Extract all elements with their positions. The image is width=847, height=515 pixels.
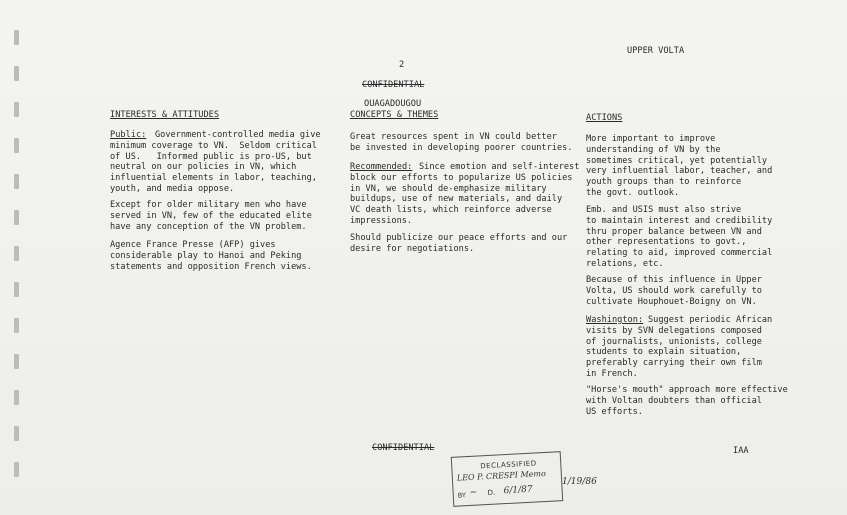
concepts-p2-line: buildups, use of new materials, and daily	[350, 194, 563, 205]
label-washington: Washington:	[586, 315, 644, 325]
label-recommended: Recommended:	[350, 162, 413, 172]
actions-p1-line: very influential labor, teacher, and	[586, 166, 773, 177]
stamp-memo-date: 1/19/86	[562, 477, 597, 487]
actions-p1-line: the govt. outlook.	[586, 188, 680, 198]
actions-p2-line: to maintain interest and credibility	[586, 215, 773, 226]
interests-p1-line: youth, and media oppose.	[110, 184, 235, 194]
actions-p1-line: More important to improve	[586, 134, 716, 144]
classification-top: CONFIDENTIAL	[362, 80, 425, 90]
actions-p4-line: Suggest periodic African	[648, 315, 773, 325]
actions-p3-line: Volta, US should work carefully to	[586, 285, 762, 296]
actions-p5-line: with Voltan doubters than official	[586, 395, 762, 406]
punch-hole	[14, 390, 19, 405]
actions-p2-line: Emb. and USIS must also strive	[586, 205, 742, 215]
actions-p2-line: relations, etc.	[586, 259, 664, 269]
concepts-p2-line: impressions.	[350, 216, 413, 226]
interests-p3-line: statements and opposition French views.	[110, 261, 312, 272]
page-number: 2	[399, 60, 405, 70]
concepts-p3-line: Should publicize our peace efforts and our	[350, 233, 568, 243]
punch-hole	[14, 210, 19, 225]
actions-p1-line: understanding of VN by the	[586, 144, 721, 155]
heading-interests: INTERESTS & ATTITUDES	[110, 110, 220, 120]
concepts-p2-line: Since emotion and self-interest	[419, 162, 580, 172]
actions-p2-line: other representations to govt.,	[586, 237, 747, 248]
declassification-stamp	[451, 451, 563, 507]
concepts-p2-line: VC death lists, which reinforce adverse	[350, 205, 552, 216]
concepts-p2-line: in VN, we should de-emphasize military	[350, 183, 547, 194]
actions-p5-line: US efforts.	[586, 406, 643, 417]
actions-p3-line: cultivate Houphouet-Boigny on VN.	[586, 296, 757, 307]
actions-p4-line: visits by SVN delegations composed	[586, 325, 762, 336]
punch-hole	[14, 354, 19, 369]
actions-p4-line: preferably carrying their own film	[586, 358, 762, 369]
actions-p4-line: in French.	[586, 369, 638, 379]
interests-p1-line: of US. Informed public is pro-US, but	[110, 151, 312, 162]
actions-p5-line: "Horse's mouth" approach more effective	[586, 385, 788, 395]
interests-p2-line: have any conception of the VN problem.	[110, 221, 307, 232]
actions-p4-line: of journalists, unionists, college	[586, 336, 762, 347]
interests-p1-line: influential elements in labor, teaching,	[110, 173, 317, 184]
stamp-date: 6/1/87	[503, 484, 533, 497]
document-code: IAA	[733, 446, 749, 456]
stamp-initials: D.	[487, 488, 496, 498]
interests-p2-line: Except for older military men who have	[110, 200, 307, 210]
post-name: OUAGADOUGOU	[364, 99, 422, 109]
interests-p1-line: Government-controlled media give	[155, 130, 321, 140]
country-heading: UPPER VOLTA	[627, 46, 685, 56]
actions-p3-line: Because of this influence in Upper	[586, 275, 762, 285]
punch-hole	[14, 462, 19, 477]
punch-hole	[14, 318, 19, 333]
interests-p1-line: neutral on our policies in VN, which	[110, 162, 297, 173]
actions-p1-line: youth groups than to reinforce	[586, 177, 742, 188]
heading-concepts: CONCEPTS & THEMES	[350, 110, 439, 120]
stamp-by-label: BY	[457, 491, 467, 500]
punch-hole	[14, 174, 19, 189]
stamp-title: DECLASSIFIED	[480, 459, 537, 471]
concepts-p1-line: be invested in developing poorer countries.	[350, 142, 573, 153]
interests-p1-line: minimum coverage to VN. Seldom critical	[110, 140, 317, 151]
actions-p1-line: sometimes critical, yet potentially	[586, 155, 768, 166]
punch-hole-strip	[14, 22, 24, 502]
stamp-memo: LEO P. CRESPI Memo	[456, 468, 546, 483]
actions-p2-line: relating to aid, improved commercial	[586, 248, 773, 259]
punch-hole	[14, 30, 19, 45]
punch-hole	[14, 426, 19, 441]
label-public: Public:	[110, 130, 147, 140]
punch-hole	[14, 66, 19, 81]
interests-p3-line: considerable play to Hanoi and Peking	[110, 250, 302, 261]
punch-hole	[14, 138, 19, 153]
heading-actions: ACTIONS	[586, 113, 623, 123]
actions-p4-line: students to explain situation,	[586, 347, 742, 358]
concepts-p3-line: desire for negotiations.	[350, 243, 475, 254]
interests-p3-line: Agence France Presse (AFP) gives	[110, 240, 276, 250]
punch-hole	[14, 102, 19, 117]
interests-p2-line: served in VN, few of the educated elite	[110, 210, 312, 221]
concepts-p1-line: Great resources spent in VN could better	[350, 132, 557, 142]
classification-bottom: CONFIDENTIAL	[372, 443, 435, 453]
punch-hole	[14, 282, 19, 297]
actions-p2-line: thru proper balance between VN and	[586, 226, 762, 237]
stamp-signature: ~	[469, 487, 478, 498]
concepts-p2-line: block our efforts to popularize US policies	[350, 172, 573, 183]
punch-hole	[14, 246, 19, 261]
